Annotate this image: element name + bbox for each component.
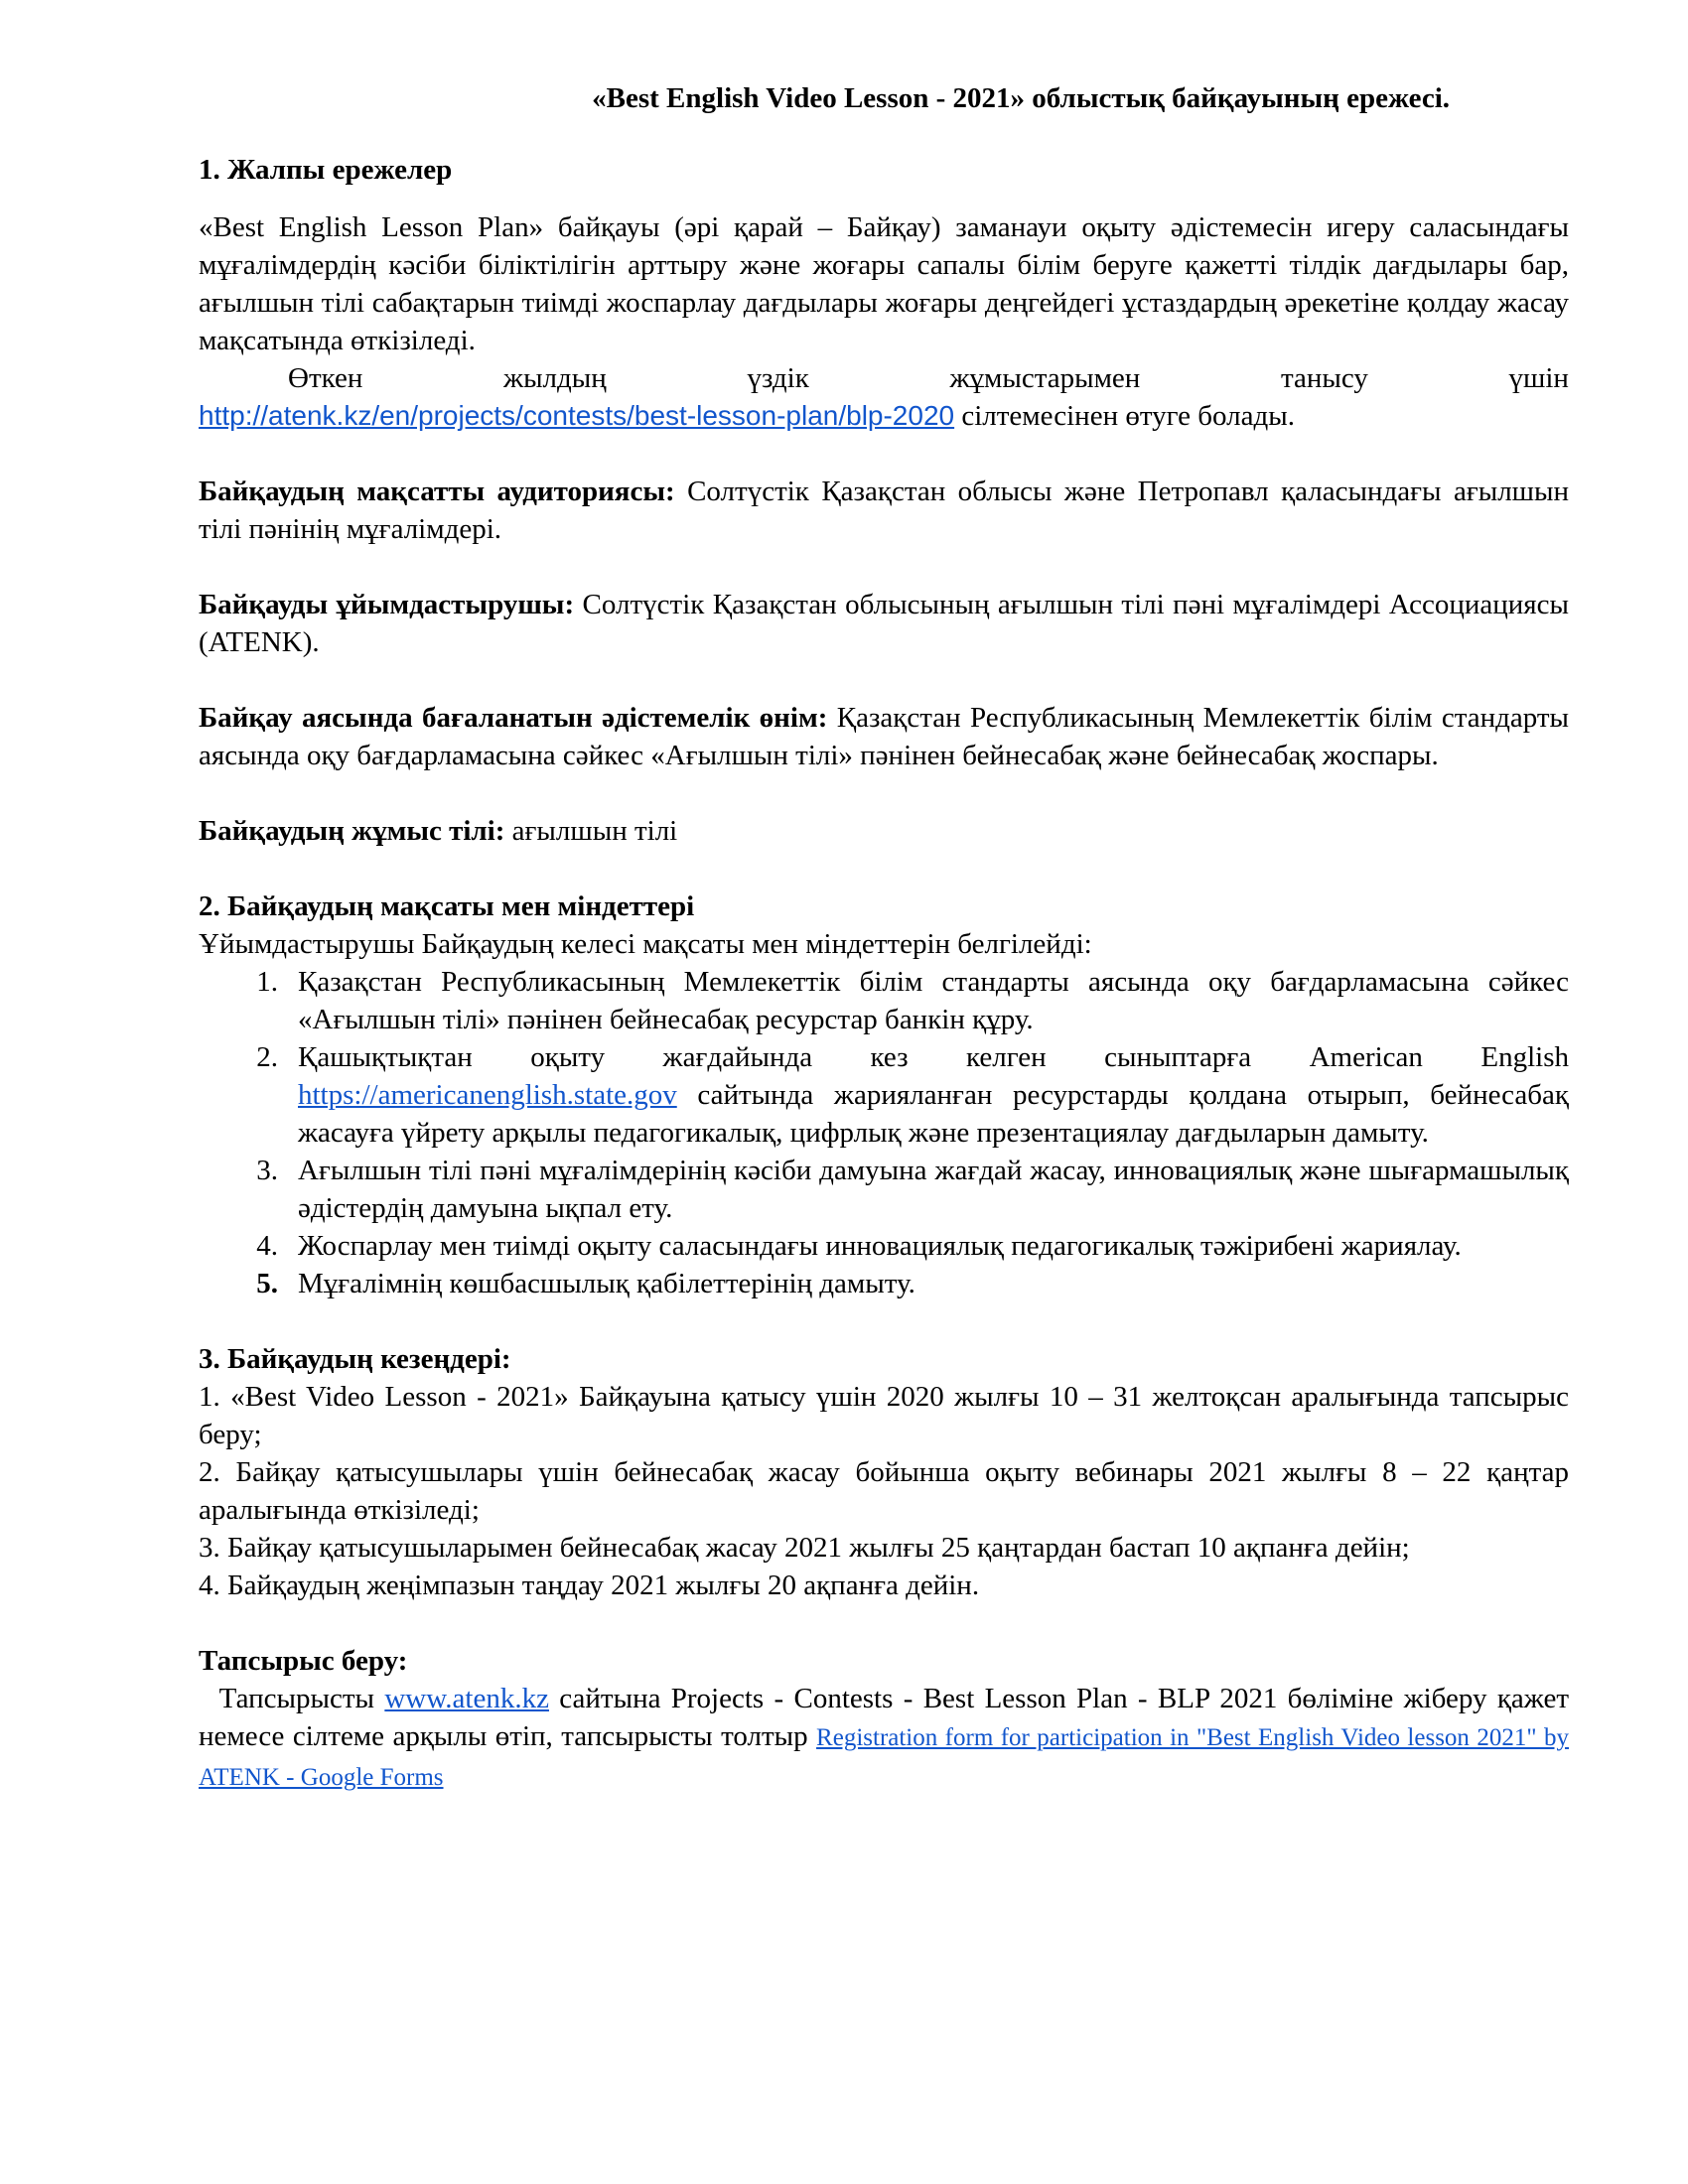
list-number: 4.: [256, 1230, 278, 1262]
list-text: Қазақстан Республикасының Мемлекеттік білім стандарты аясында оқу бағдарламасына сәйкес «Ағылшын тілі» пәнінен бейнесабақ ресурстар банкін құру.: [298, 966, 1569, 1035]
registration-form-link[interactable]: Registration form for participation in "Best English Video lesson 2021" by ATENK - Google Forms: [199, 1724, 1569, 1791]
section-2-heading: 2. Байқаудың мақсаты мен міндеттері: [199, 890, 695, 922]
stage-item: 1. «Best Video Lesson - 2021» Байқауына қатысу үшін 2020 жылғы 10 – 31 желтоқсан аралығында тапсырыс беру;: [199, 1381, 1569, 1450]
list-number: 5.: [256, 1268, 278, 1299]
list-item: [199, 963, 1569, 1038]
previous-works-tail: сілтемесінен өтуге болады.: [954, 400, 1295, 432]
atenk-site-link[interactable]: www.atenk.kz: [384, 1683, 549, 1714]
submit-paragraph: [199, 1680, 1569, 1797]
prev-word: жылдың: [503, 362, 607, 394]
prev-word: танысу: [1280, 362, 1368, 394]
list-number: 3.: [256, 1155, 278, 1186]
document-page: [199, 79, 1569, 1797]
document-title: «Best English Video Lesson - 2021» облыстық байқауының ережесі.: [592, 82, 1450, 114]
submit-mid: сайтына Projects - Contests - Best Lesson Plan - BLP 2021 бөліміне жіберу қажет немесе сілтеме арқылы өтіп, тапсырысты толтыр: [199, 1683, 1570, 1752]
organizer-label: Байқауды ұйымдастырушы:: [199, 589, 575, 620]
list-text: Мұғалімнің көшбасшылық қабілеттерінің дамыту.: [298, 1268, 915, 1299]
previous-works-line: [199, 359, 1569, 397]
stage-item: 2. Байқау қатысушылары үшін бейнесабақ жасау бойынша оқыту вебинары 2021 жылғы 8 – 22 қаңтар аралығында өткізіледі;: [199, 1456, 1569, 1526]
list-item: [199, 1265, 1569, 1302]
audience-label: Байқаудың мақсатты аудиториясы:: [199, 476, 675, 507]
list-item: [199, 1227, 1569, 1265]
product-text: Қазақстан Республикасының Мемлекеттік білім стандарты аясында оқу бағдарламасына сәйкес «Ағылшын тілі» пәнінен бейнесабақ және бейнесабақ жоспары.: [199, 702, 1570, 771]
list-item: [199, 1038, 1569, 1152]
blp-2020-link[interactable]: http://atenk.kz/en/projects/contests/best-lesson-plan/blp-2020: [199, 400, 955, 431]
list-text-after: сайтында жарияланған ресурстарды қолдана отырып, бейнесабақ жасауға үйрету арқылы педагогикалық, цифрлық және презентациялау дағдыларын дамыту.: [298, 1079, 1569, 1149]
section-1-intro: «Best English Lesson Plan» байқауы (әрі қарай – Байқау) заманауи оқыту әдістемесін игеру саласындағы мұғалімдердің кәсіби біліктілігін арттыру және жоғары сапалы білім беруге қажетті тілдік дағдылары бар, ағылшын тілі сабақтарын тиімді жоспарлау дағдылары жоғары деңгейдегі ұстаздардың әрекетіне қолдау жасау мақсатында өткізіледі.: [199, 211, 1569, 356]
prev-word: Өткен: [288, 362, 363, 394]
submit-pre: Тапсырысты: [199, 1683, 385, 1714]
language-paragraph: [199, 812, 1569, 850]
list-number: 2.: [256, 1041, 278, 1073]
language-text: ағылшын тілі: [504, 815, 678, 847]
list-text: [298, 1038, 1569, 1152]
list-item: [199, 1152, 1569, 1227]
stage-item: 4. Байқаудың жеңімпазын таңдау 2021 жылғы 20 ақпанға дейін.: [199, 1570, 980, 1601]
product-paragraph: [199, 699, 1569, 774]
section-3-heading: 3. Байқаудың кезеңдері:: [199, 1343, 511, 1375]
list-text: Ағылшын тілі пәні мұғалімдерінің кәсіби дамуына жағдай жасау, инновациялық және шығармашылық әдістердің дамуына ықпал ету.: [298, 1155, 1569, 1224]
prev-word: үздік: [747, 362, 809, 394]
language-label: Байқаудың жұмыс тілі:: [199, 815, 505, 847]
prev-word: үшін: [1508, 362, 1569, 394]
organizer-text: Солтүстік Қазақстан облысының ағылшын тілі пәні мұғалімдері Ассоциациясы (ATENK).: [199, 589, 1569, 658]
list-text: Жоспарлау мен тиімді оқыту саласындағы инновациялық педагогикалық тәжірибені жариялау.: [298, 1230, 1462, 1262]
audience-text: Солтүстік Қазақстан облысы және Петропавл қаласындағы ағылшын тілі пәнінің мұғалімдері.: [199, 476, 1569, 545]
prev-word: жұмыстарымен: [949, 362, 1141, 394]
section-2-intro: Ұйымдастырушы Байқаудың келесі мақсаты мен міндеттерін белгілейді:: [199, 928, 1092, 960]
list-text-before: Қашықтықтан оқыту жағдайында кез келген сыныптарға American English: [298, 1041, 1569, 1073]
section-1-heading: 1. Жалпы ережелер: [199, 154, 453, 186]
americanenglish-link[interactable]: https://americanenglish.state.gov: [298, 1079, 677, 1111]
product-label: Байқау аясында бағаланатын әдістемелік өнім:: [199, 702, 828, 734]
stage-item: 3. Байқау қатысушыларымен бейнесабақ жасау 2021 жылғы 25 қаңтардан бастап 10 ақпанға дейін;: [199, 1532, 1410, 1564]
previous-works-link-line: [199, 397, 1569, 435]
organizer-paragraph: [199, 586, 1569, 661]
audience-paragraph: [199, 473, 1569, 548]
submit-heading: Тапсырыс беру:: [199, 1645, 408, 1677]
list-number: 1.: [256, 966, 278, 998]
